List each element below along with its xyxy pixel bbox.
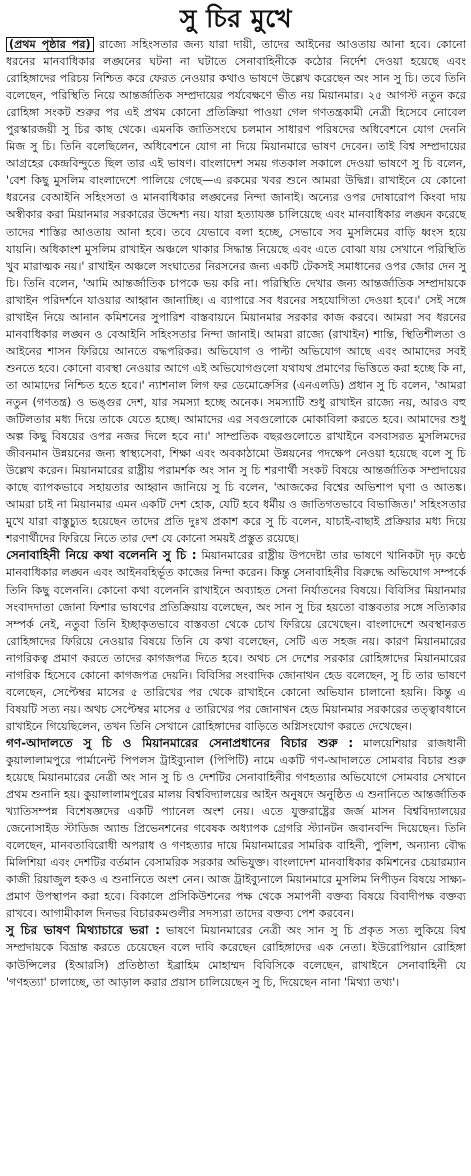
lead-paragraph-text: রাজ্যে সহিংসতার জন্য যারা দায়ী, তাদের আইনের আওতায় আনা হবে। কোনো ধরনের মানবাধিকার লঙ্ঘনের ঘটনা না ঘটাতে সেনাবাহিনীকে কঠোর নির্দেশ দেওয়া হয়েছে এবং রোহিঙ্গাদের পরিচয় নিশ্চিত করে ফেরত নেওয়ার কথাও ভাষণে উল্লেখ করেছেন অং সান সু চি। তবে তিনি বলেছেন, পরিস্থিতি নিয়ে আন্তর্জাতিক সম্প্রদায়ের পর্যবেক্ষণে ভীত নয় মিয়ানমার। ২৫ আগস্ট নতুন করে রোহিঙ্গা সংকট শুরুর পর এই প্রথম কোনো প্রতিক্রিয়া পাওয়া গেল গণতন্ত্রকামী নেত্রী হিসেবে নোবেল পুরস্কারজয়ী সু চির কাছ থেকে। এমনকি জাতিসংঘে চলমান সাধারণ পরিষদের অধিবেশনে যোগ দেননি মিজ সু চি। তিনি বলেছিলেন, অধিবেশনে যোগ না দিয়ে মিয়ানমারে ভাষণ দেবেন। তাই বিশ্ব সম্প্রদায়ের আগ্রহের কেন্দ্রবিন্দুতে ছিল তার এই ভাষণ। বাংলাদেশ সময় গতকাল সকালে দেওয়া ভাষণে সু চি বলেন, 'বেশ কিছু মুসলিম বাংলাদেশে পালিয়ে গেছে—এ রকমের খবর শুনে আমরা উদ্বিগ্ন। রাখাইনে যে কোনো ধরনের বেআইনি সহিংসতা ও মানবাধিকার লঙ্ঘনের নিন্দা জানাই। অন্যের ওপর দোষারোপ কিংবা দায় অস্বীকার করা মিয়ানমার সরকারের উদ্দেশ্য নয়। যারা হত্যাযজ্ঞ চালিয়েছে এবং মানবাধিকার লঙ্ঘন করেছে তাদের শাস্তির আওতায় আনা হবে। তবে যেভাবে বলা হচ্ছে, সেভাবে সব মুসলিমের বাড়ি ধ্বংস হয়ে যায়নি। অধিকাংশ মুসলিম রাখাইন অঞ্চলে থাকার সিদ্ধান্ত নিয়েছে এবং এতে বোঝা যায় সেখানে পরিস্থিতি খুব মারাত্মক নয়।' রাখাইন অঞ্চলে সংঘাতের নিরসনের জন্য একটি টেকসই সমাধানের ওপর জোর দেন সু চি। তিনি বলেন, 'আমি আন্তর্জাতিক চাপকে ভয় করি না। পরিস্থিতি দেখার জন্য আন্তর্জাতিক সম্প্রদায়কে রাখাইন পরিদর্শনে যাওয়ার আহ্বান জানাচ্ছি। এ ব্যাপারে সব ধরনের সহযোগিতা দেওয়া হবে।' সেই সঙ্গে রাখাইন নিয়ে আনান কমিশনের সুপারিশ বাস্তবায়নে মিয়ানমার সরকার কাজ করবে। আমরা সব ধরনের মানবাধিকার লঙ্ঘন ও বেআইনি সহিংসতার নিন্দা জানাই। আমরা রাজ্যে (রাখাইন) শান্তি, স্থিতিশীলতা ও আইনের শাসন ফিরিয়ে আনতে বদ্ধপরিকর। অভিযোগ ও পাল্টা অভিযোগ আছে এবং আমাদের সবই শুনতে হবে। কোনো ব্যবস্থা নেওয়ার আগে এই অভিযোগগুলো যথাযথ প্রমাণের ভিত্তিতে করা হচ্ছে কি না, তা আমাদের নিশ্চিত হতে হবে।' ন্যাশনাল লিগ ফর ডেমোক্রেসির (এনএলডি) প্রধান সু চি বলেন, 'আমরা নতুন (গণতন্ত্র) ও ভঙ্গুর দেশ, যার সমস্যা হচ্ছে অনেক। সমস্যাটি শুধু রাখাইন রাজ্যে নয়, আরও বহু জটিলতার মধ্য দিয়ে তাকে যেতে হচ্ছে। আমাদের এর সবগুলোকে মোকাবিলা করতে হবে। আমাদের শুধু অল্প কিছু বিষয়ের ওপর নজর দিলে হবে না।' সাম্প্রতিক বছরগুলোতে রাখাইনে বসবাসরত মুসলিমদের জীবনমান উন্নয়নের জন্য স্বাস্থ্যসেবা, শিক্ষা এবং অবকাঠামো উন্নয়নের পদক্ষেপ নেওয়া হয়েছে বলে সু চি উল্লেখ করেন। মিয়ানমারের রাষ্ট্রীয় পরামর্শক অং সান সু চি শরণার্থী সংকট বিষয়ে আন্তর্জাতিক সম্প্রদায়ের কাছে ব্যাপকভাবে সহায়তার আহ্বান জানিয়ে সু চি বলেন, 'আজকের বিশ্বের অভিশাপ ঘৃণা ও আতঙ্ক। আমরা চাই না মিয়ানমার এমন একটি দেশ হোক, যেটি হবে ধর্মীয় ও জাতিগতভাবে বিভাজিত।' সহিংসতার মুখে যারা বাস্তুচ্যুত হয়েছেন তাদের প্রতি দুঃখ প্রকাশ করে সু চি বলেন, যাচাই-বাছাই প্রক্রিয়ার মধ্য দিয়ে শরণার্থীদের ফিরিয়ে নিতে তার দেশ যে কোনো সময়ই প্রস্তুত রয়েছে। bbox=[6, 38, 466, 546]
lies-section-text: ভাষণে মিয়ানমারের নেত্রী অং সান সু চি প্রকৃত সত্য লুকিয়ে বিশ্ব সম্প্রদায়কে বিভ্রান্ত করতে চেয়েছেন বলে দাবি করেছেন রোহিঙ্গাদের এক নেতা। ইউরোপিয়ান রোহিঙ্গা কাউন্সিলের (ইআরসি) প্রতিষ্ঠাতা ইব্রাহিম মোহাম্মদ বিবিসিকে বলেছেন, রাখাইনে সেনাবাহিনী যে 'গণহত্যা' চালাচ্ছে, তা আড়াল করার প্রয়াস চালিয়েছেন সু চি, দিয়েছেন নানা 'মিথ্যা তথ্য'। bbox=[6, 924, 466, 989]
article-body bbox=[6, 36, 466, 991]
army-section-paragraph bbox=[6, 547, 466, 735]
lies-section-subhead: সু চির ভাষণ মিথ্যাচারে ভরা : bbox=[6, 923, 160, 938]
lies-section-paragraph bbox=[6, 922, 466, 990]
tribunal-section-text: মালয়েশিয়ার রাজধানী কুয়ালালামপুরে পার্মানেন্ট পিপলস ট্রাইব্যুনাল (পিপিটি) নামে একটি গণ-আদালতে সোমবার বিচার শুরু হয়েছে মিয়ানমারের নেত্রী অং সান সু চি ও দেশটির সেনাবাহিনীর গণহত্যার অভিযোগে সোমবার সেখানে প্রথম শুনানি হয়। কুয়ালালামপুরের মালয় বিশ্ববিদ্যালয়ের আইন অনুষদে অনুষ্ঠিত এ শুনানিতে আন্তর্জাতিক খ্যাতিসম্পন্ন বিশেষজ্ঞদের একটি প্যানেল অংশ নেয়। এতে যুক্তরাষ্ট্রের জর্জ মাসন বিশ্ববিদ্যালয়ের জেনোসাইড স্টাডিজ অ্যান্ড প্রিভেনশনের গবেষক অধ্যাপক গ্রেগরি স্ট্যানটন জবানবন্দি দিয়েছেন। তিনি বলেছেন, মানবতাবিরোধী অপরাধ ও গণহত্যার দায়ে মিয়ানমারের সামরিক বাহিনী, পুলিশ, অন্যান্য বৌদ্ধ মিলিশিয়া এবং দেশটির বর্তমান বেসামরিক সরকার অভিযুক্ত। বাংলাদেশ মানবাধিকার কমিশনের চেয়ারম্যান কাজী রিয়াজুল হকও এ শুনানিতে অংশ নেন। আজ ট্রাইব্যুনালে মিয়ানমারে মুসলিম নিপীড়ন বিষয়ে সাক্ষ্য-প্রমাণ উপস্থাপন করা হবে। বিকালে প্রসিকিউশনের পক্ষ থেকে সমাপনী বক্তব্য বিষয়ে বিবাদীপক্ষ বক্তব্য রাখবে। আগামীকাল দিনভর বিচারকমণ্ডলীর সদস্যরা তাদের বক্তব্য পেশ করবেন। bbox=[6, 736, 466, 921]
army-section-text: মিয়ানমারের রাষ্ট্রীয় উপদেষ্টা তার ভাষণে খানিকটা দৃঢ় কণ্ঠে মানবাধিকার লঙ্ঘন এবং আইনবহির্ভূত কাজের নিন্দা করেন। কিন্তু সেনাবাহিনীর বিরুদ্ধে অভিযোগ সম্পর্কে তিনি কিছু বলেননি। কোনো কথা বলেননি রাখাইনে অব্যাহত সেনা নির্যাতনের বিষয়ে। বিবিসির মিয়ানমার সংবাদদাতা জোনা ফিশার ভাষণের প্রতিক্রিয়ায় বলেছেন, অং সান সু চির হয়তো বাস্তবতার সঙ্গে সত্যিকার সম্পর্ক নেই, নতুবা তিনি ইচ্ছাকৃতভাবে বাস্তবতা থেকে চোখ ফিরিয়ে রেখেছেন। বাংলাদেশে অবস্থানরত রোহিঙ্গাদের ফিরিয়ে নেওয়ার বিষয়ে তিনি যে কথা বলেছেন, সেটি এত সহজ নয়। কারণ মিয়ানমারের নাগরিকত্ব প্রমাণ করতে তাদের কাগজপত্র দিতে হবে। অথচ সে দেশের সরকার রোহিঙ্গাদের মিয়ানমারের নাগরিক হিসেবে কোনো কাগজপত্র দেয়নি। বিবিসির সংবাদিক জোনাথন হেড বলেছেন, সু চি তার ভাষণে বলেছেন, সেপ্টেম্বর মাসের ৫ তারিখের পর থেকে রাখাইনে কোনো অভিযান চালানো হয়নি। কিন্তু এ বিষয়টি সত্য নয়। অথচ সেপ্টেম্বর মাসের ৫ তারিখের পর জোনাথন হেড মিয়ানমার সরকারের তত্ত্বাবধানে রাখাইনে গিয়েছিলেন, তখন তিনি সেখানে রোহিঙ্গাদের বাড়িতে অগ্নিসংযোগ করতে দেখেছেন। bbox=[6, 549, 466, 733]
tribunal-section-paragraph bbox=[6, 735, 466, 923]
continued-from-front-page-label: (প্রথম পৃষ্ঠার পর) bbox=[6, 37, 94, 52]
article-headline: সু চির মুখে bbox=[179, 4, 293, 33]
tribunal-section-subhead: গণ-আদালতে সু চি ও মিয়ানমারের সেনাপ্রধানের বিচার শুরু : bbox=[6, 735, 354, 750]
army-section-subhead: সেনাবাহিনী নিয়ে কথা বলেননি সু চি : bbox=[6, 548, 197, 563]
lead-paragraph bbox=[6, 36, 466, 547]
